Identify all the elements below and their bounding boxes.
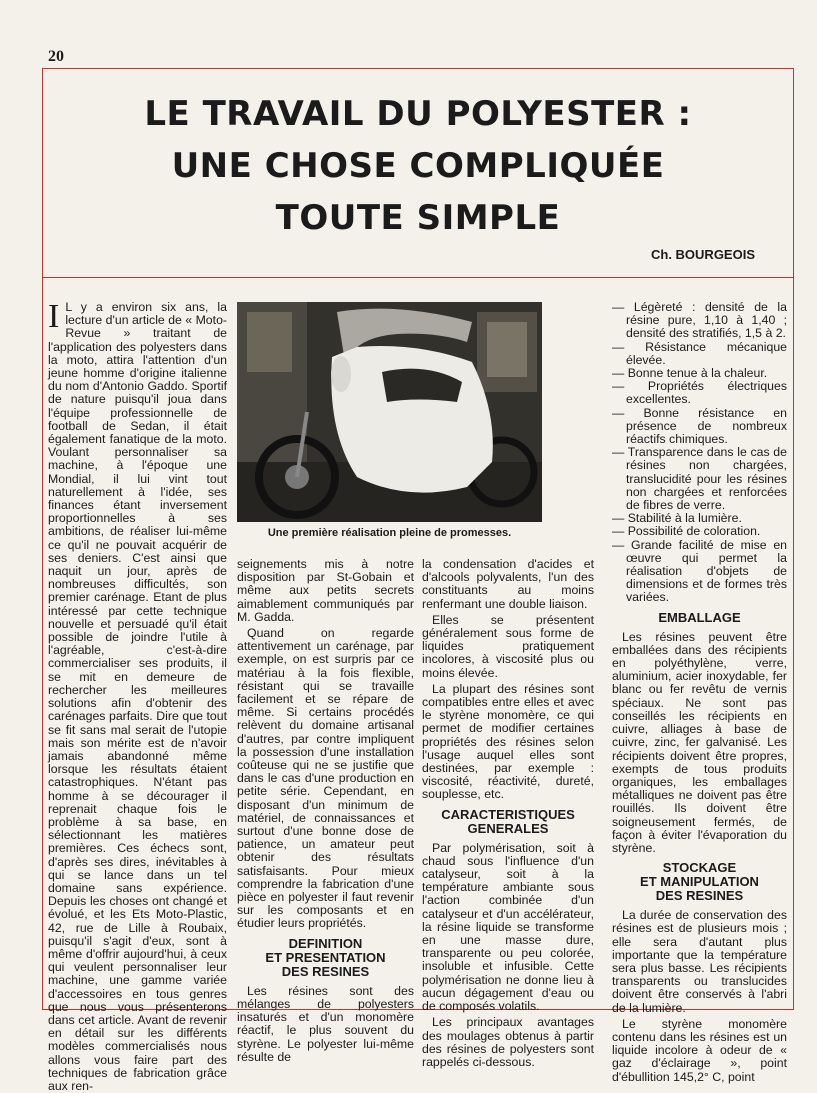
article-title	[60, 88, 776, 244]
paragraph: Les résines sont des mélanges de polyesters insaturés et d'un monomère réactif, le plus souvent du styrène. Le polyester lui-même résulte de	[237, 983, 414, 1064]
text-column-1	[48, 298, 227, 1093]
list-item: — Bonne tenue à la chaleur.	[612, 367, 787, 380]
motorcycle-fairing-image	[237, 302, 542, 522]
paragraph	[48, 298, 227, 1093]
paragraph: Les principaux avantages des moulages obtenus à partir des résines de polyesters sont rappelés ci-dessous.	[422, 1015, 594, 1069]
page-number: 20	[48, 48, 64, 65]
list-item: — Transparence dans le cas de résines non chargées, translucidité pour les résines non chargées et renforcées de fibres de verre.	[612, 446, 787, 512]
list-item: — Propriétés électriques excellentes.	[612, 380, 787, 406]
text-column-4	[612, 300, 788, 1084]
list-item: — Grande facilité de mise en œuvre qui permet la réalisation d'objets de dimensions et de formes très variées.	[612, 539, 787, 605]
paragraph: Quand on regarde attentivement un carénage, par exemple, on est surpris par ce matériau à la fois flexible, résistant qui se travaille facilement et se répare de même. Si certains procédés relèvent du domaine artisanal d'autres, par contre impliquent la possession d'une installation coûteuse qui ne se justifie que dans le cas d'une production en petite série. Cependant, en disposant d'un minimum de matériel, de connaissances et surtout d'une bonne dose de patience, un amateur peut obtenir des résultats satisfaisants. Pour mieux comprendre la fabrication d'une pièce en polyester il faut revenir sur les composants et en étudier leurs propriétés.	[237, 626, 414, 931]
list-item: — Possibilité de coloration.	[612, 525, 787, 538]
paragraph: Les résines peuvent être emballées dans des récipients en polyéthylène, verre, aluminium, acier inoxydable, fer blanc ou fer revêtu de vernis spéciaux. Ne sont pas conseillés les récipients en cuivre, alliages à base de cuivre, zinc, fer galvanisé. Les récipients doivent être propres, exempts de tous produits organiques, les emballages métalliques ne doivent pas être rouillés. Ils doivent être soigneusement fermés, de façon à éviter l'évaporation du styrène.	[612, 629, 787, 855]
header-divider	[42, 277, 794, 278]
section-heading-emballage: EMBALLAGE	[658, 609, 741, 625]
paragraph: La durée de conservation des résines est de plusieurs mois ; elle sera d'autant plus importante que la température sera plus basse. Les récipients transparents ou translucides doivent être conservés à l'abri de la lumière.	[612, 908, 787, 1015]
paragraph: la condensation d'acides et d'alcools polyvalents, l'un des constituants au moins renfermant une double liaison.	[422, 557, 594, 611]
list-item: — Résistance mécanique élevée.	[612, 341, 787, 367]
motorcycle-photo	[237, 302, 542, 522]
author-byline: Ch. BOURGEOIS	[650, 247, 755, 262]
photo-caption: Une première réalisation pleine de promesses.	[267, 527, 512, 539]
paragraph: Le styrène monomère contenu dans les résines est un liquide incolore à odeur de « gaz d'éclairage », point d'ébullition 145,2° C, point	[612, 1016, 787, 1084]
text-column-3	[422, 557, 594, 1069]
list-item: — Bonne résistance en présence de nombreux réactifs chimiques.	[612, 407, 787, 447]
title-line: UNE CHOSE COMPLIQUÉE	[171, 146, 665, 186]
paragraph: seignements mis à notre disposition par St-Gobain et même aux petits secrets aimablement communiqués par M. Gadda.	[237, 557, 414, 624]
advantages-list	[612, 301, 787, 605]
section-heading-definition: DEFINITION ET PRESENTATION DES RESINES	[265, 935, 386, 979]
paragraph-text: L y a environ six ans, la lecture d'un article de « Moto-Revue » traitant de l'application des polyesters dans la moto, attira l'attention d'un jeune homme d'origine italienne du nom d'Antonio Gaddo. Sportif de nature puisqu'il joua dans l'équipe professionnelle de football de Sedan, il était également fanatique de la moto. Voulant personnaliser sa machine, à l'époque une Mondial, il lui vint tout naturellement à l'idée, ses finances étant inversement proportionnelles à ses ambitions, de réaliser lui-même ce qu'il ne pouvait acquérir de ses deniers. C'est ainsi que naquit un jour, après de nombreuses difficultés, son premier carénage. Etant de plus intéressé par cette technique nouvelle et persuadé qu'il était possible de joindre l'utile à l'agréable, c'est-à-dire commercialiser ses produits, il se mit en demeure de rechercher les meilleures solutions afin d'obtenir des carénages parfaits. Dire que tout se fit sans mal serait de l'utopie mais son mérite est de n'avoir jamais abandonné même lorsque les résultats étaient catastrophiques. N'étant pas homme à se décourager il reprenait chaque fois le problème à sa base, en sélectionnant les matières premières. Ces échecs sont, d'après ses dires, inévitables à qui se lance dans un tel domaine sans expérience. Depuis les choses ont changé et évolué, et les Ets Moto-Plastic, 42, rue de Lille à Roubaix, puisqu'il s'agit d'eux, sont à même d'offrir aujourd'hui, à ceux qui veulent personnaliser leur machine, une gamme variée d'accessoires en tous genres que nous vous présenterons dans cet article. Avant de revenir en détail sur les différents modèles commercialisés nous allons vous faire part des techniques de fabrication grâce aux ren-	[48, 300, 227, 1093]
title-line: LE TRAVAIL DU POLYESTER :	[144, 94, 692, 134]
paragraph: La plupart des résines sont compatibles entre elles et avec le styrène monomère, ce qui permet de modifier certaines propriétés des résines selon l'usage auquel elles sont destinées, par exemple : viscosité, réactivité, dureté, souplesse, etc.	[422, 681, 594, 802]
section-heading-caracteristiques: CARACTERISTIQUES GENERALES	[441, 806, 575, 836]
list-item: — Stabilité à la lumière.	[612, 512, 787, 525]
text-column-2	[237, 557, 414, 1064]
paragraph: Par polymérisation, soit à chaud sous l'influence d'un catalyseur, soit à la température ambiante sous l'action combinée d'un catalyseur et d'un accélérateur, la résine liquide se transforme en une masse dure, transparente ou peu colorée, insoluble et infusible. Cette polymérisation ne donne lieu à aucun dégagement d'eau ou de composés volatils.	[422, 840, 594, 1014]
title-line: TOUTE SIMPLE	[275, 198, 561, 238]
section-heading-stockage: STOCKAGE ET MANIPULATION DES RESINES	[640, 860, 759, 904]
list-item: — Légèreté : densité de la résine pure, 1,10 à 1,40 ; densité des stratifiés, 1,5 à 2.	[612, 301, 787, 341]
drop-cap: I	[48, 298, 60, 335]
paragraph: Elles se présentent généralement sous forme de liquides pratiquement incolores, à viscosité plus ou moins élevée.	[422, 612, 594, 680]
